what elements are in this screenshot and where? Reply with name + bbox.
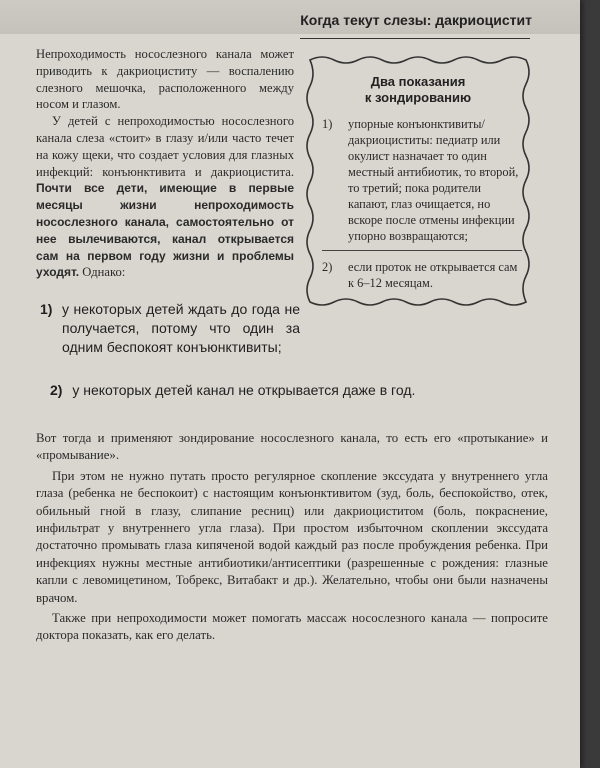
body-paragraph-1: Вот тогда и применяют зондирование носослезного канала, то есть его «протыкание» и «промывание».	[36, 431, 548, 463]
reason-text: у некоторых детей ждать до года не получается, потому что один за одним беспокоят конъюнктивиты;	[62, 301, 300, 355]
sidebox-list	[322, 116, 522, 297]
header-rule	[300, 38, 530, 39]
intro-tail-text: Однако:	[79, 265, 126, 280]
reasons-list	[40, 300, 300, 357]
body-paragraph-3: Также при непроходимости может помогать массаж носослезного канала — попросите доктора показать, как его делать.	[36, 611, 548, 643]
intro-paragraph-2	[36, 113, 294, 281]
sidebox-item-text: если проток не открывается сам к 6–12 месяцам.	[348, 260, 518, 290]
intro-paragraph-1: Непроходимость носослезного канала может приводить к дакриоциститу — воспалению слезного мешочка, расположенного между носом и глазом.	[36, 47, 294, 112]
intro-plain-text: У детей с непроходимостью носослезного канала слеза «стоит» в глазу и/или часто течет на кожу щеки, что создает условия для глазных инфекций: конъюнктивита и дакриоцистита.	[36, 114, 294, 179]
sidebox-title-line-1: Два показания	[370, 74, 466, 89]
sidebox-item-number: 2)	[322, 260, 333, 274]
sidebox-item	[322, 259, 522, 291]
intro-bold-text: Почти все дети, имеющие в первые месяцы жизни непроходимость носослезного канала, самостоятельно от нее вылечиваются, канал открывается сам на первом году жизни и проблемы уходят.	[36, 181, 294, 280]
reason-text: у некоторых детей канал не открывается даже в год.	[72, 382, 416, 398]
sidebox-item-number: 1)	[322, 117, 333, 131]
main-text	[36, 430, 548, 648]
reason-item	[40, 300, 300, 357]
intro-column	[36, 46, 294, 281]
sidebox-item	[322, 116, 522, 244]
reason-number: 2)	[50, 382, 63, 398]
sidebox-item-text: упорные конъюнктивиты/дакриоциститы: педиатр или окулист назначает то один местный антибиотик, то второй, то третий; пока родители капают, глаз очищается, но вскоре после отмены инфекции упорно возвращаются;	[348, 117, 519, 243]
body-paragraph-2: При этом не нужно путать просто регулярное скопление экссудата у внутреннего угла глаза (ребенка не беспокоит) с настоящим конъюнктивитом (зуд, боль, беспокойство, отек, обильный гной в глазу, слипание ресниц) или дакриоциститом (боль, покраснение, инфильтрат у внутреннего угла глаза). При простом избыточном скоплении экссудата достаточно промывать глаза кипяченой водой каждый раз после пробуждения ребенка. При инфекциях нужны местные антибиотики/антисептики (разрешенные с рождения: глазные капли с левомицетином, Тобрекс, Витабакт и др.). Желательно, чтобы они были назначены врачом.	[36, 468, 548, 605]
chapter-title: Когда текут слезы: дакриоцистит	[300, 12, 532, 28]
indications-sidebox	[302, 52, 534, 310]
sidebox-title-line-2: к зондированию	[364, 90, 472, 105]
reason-item	[50, 382, 470, 398]
sidebox-divider	[322, 250, 522, 251]
reason-number: 1)	[40, 301, 53, 317]
sidebox-title	[302, 74, 534, 106]
